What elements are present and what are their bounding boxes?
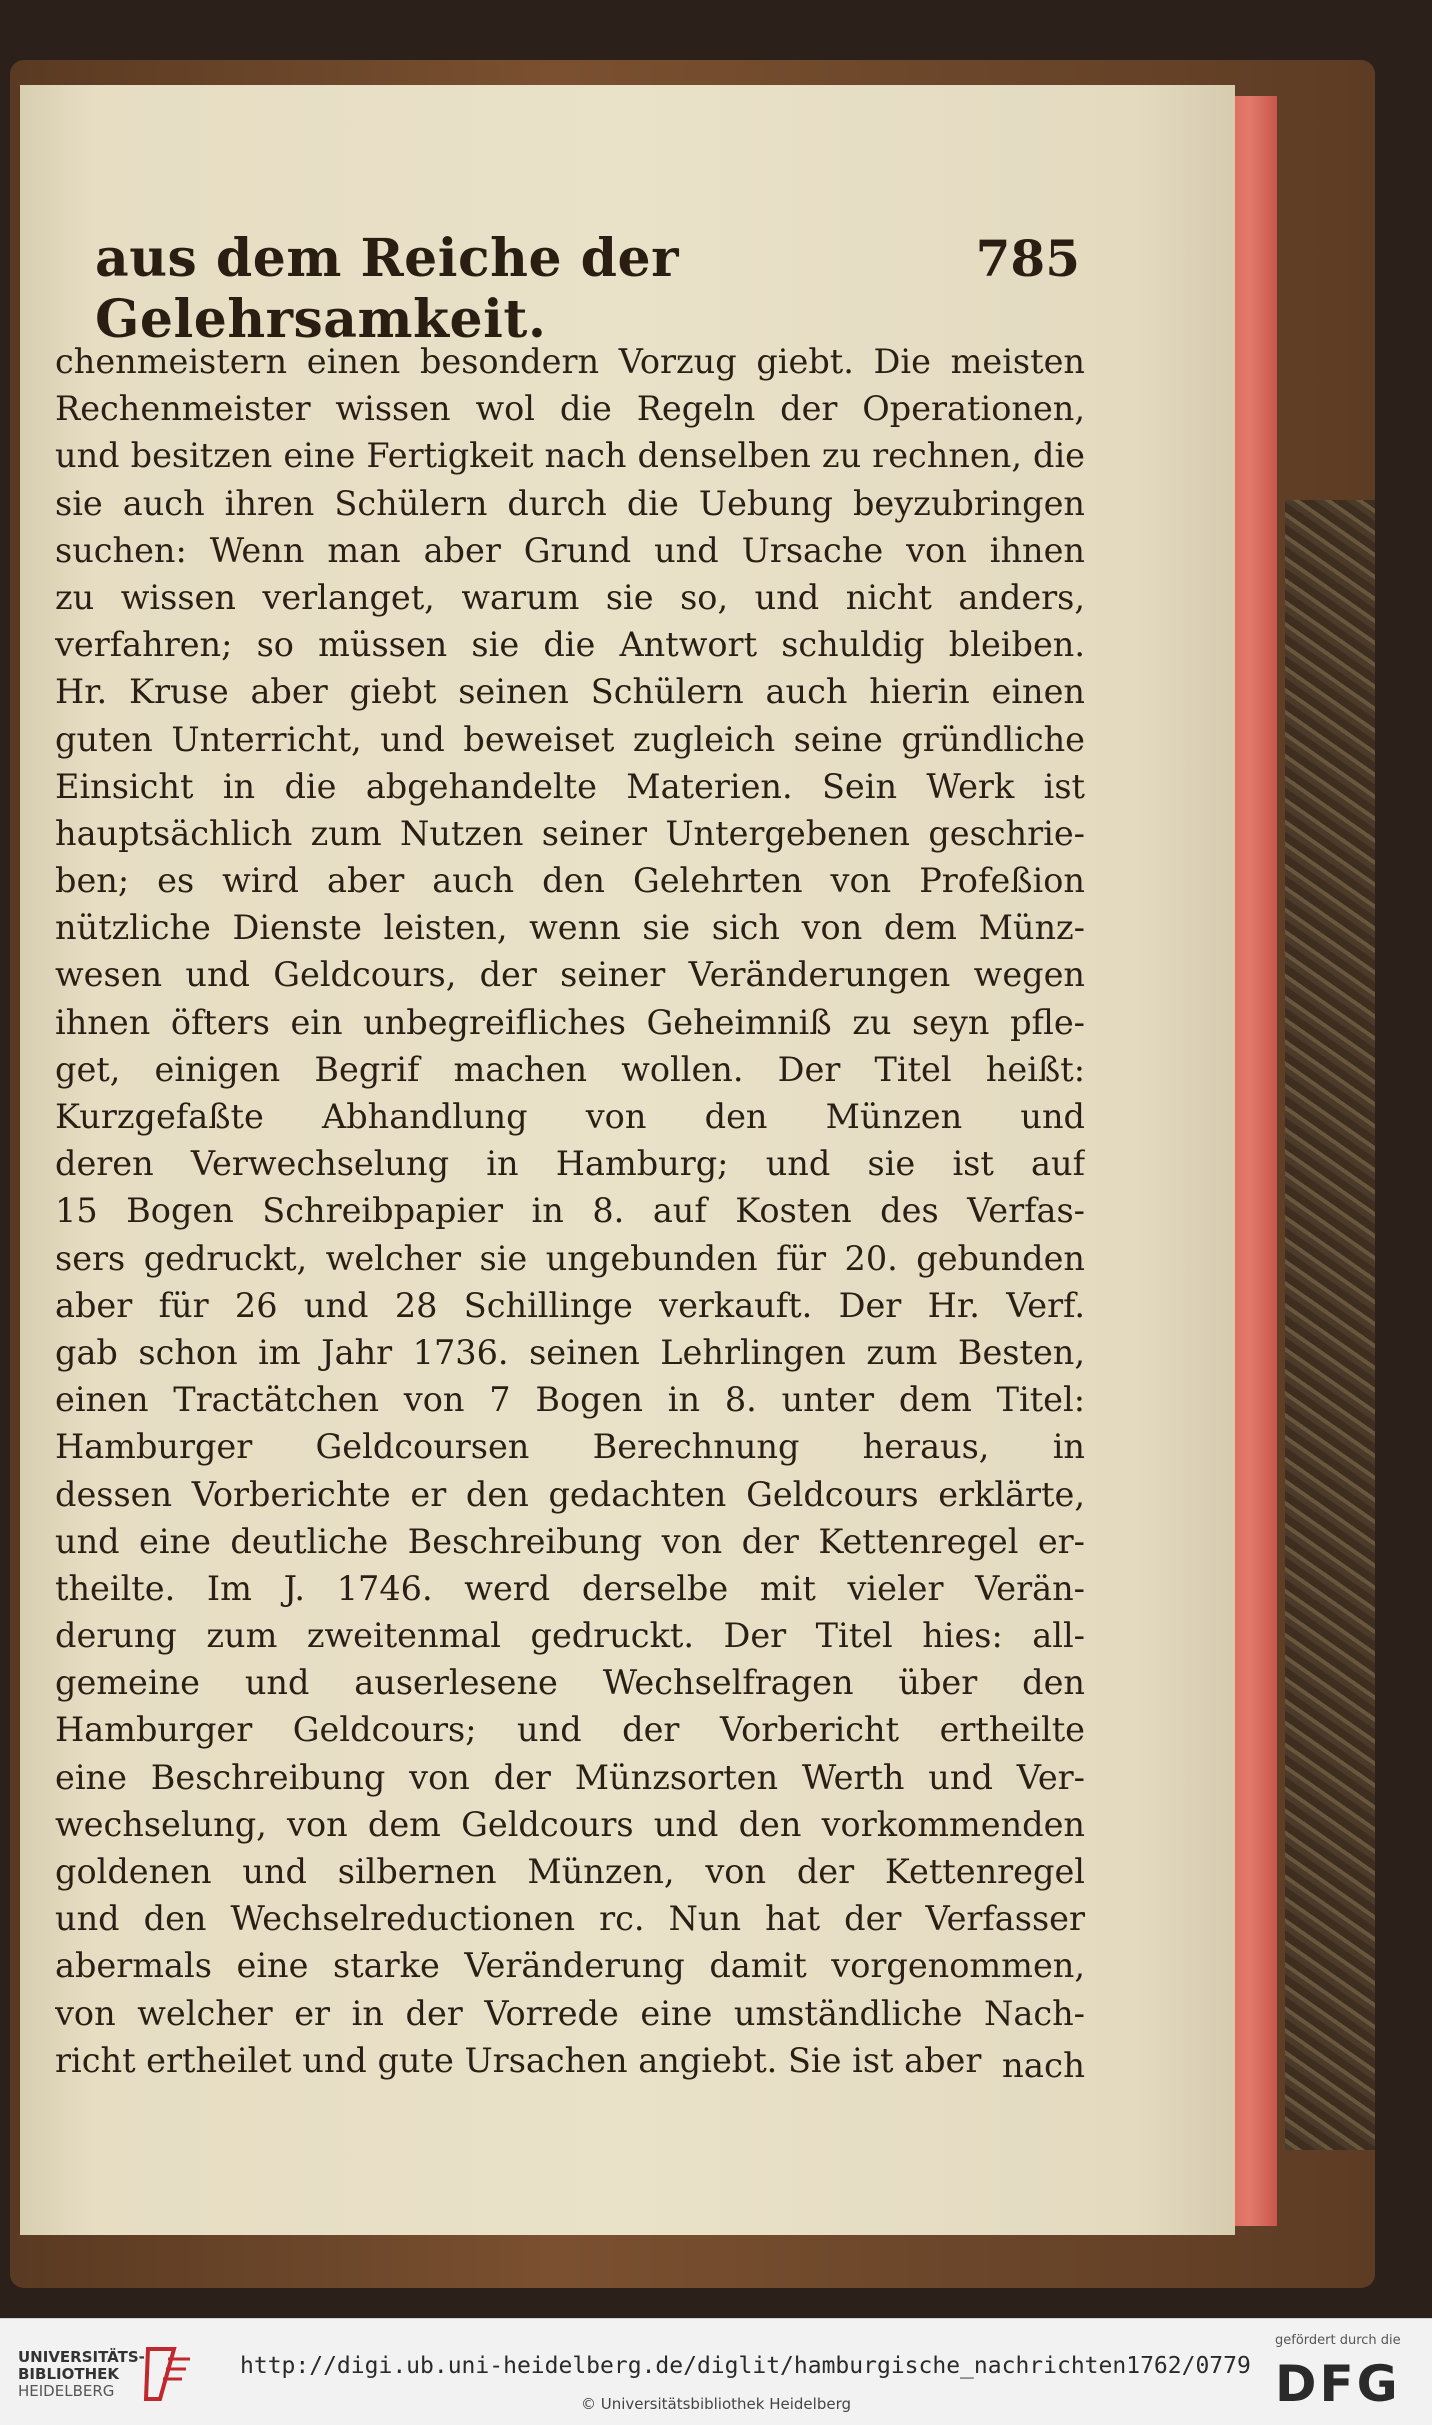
library-name-line3: HEIDELBERG bbox=[18, 2382, 115, 2400]
text-line: sers gedruckt, welcher sie ungebunden für 20. gebunden bbox=[55, 1238, 1085, 1278]
cover-marbled-edge bbox=[1285, 500, 1375, 2150]
text-line: Hr. Kruse aber giebt seinen Schülern auch hierin einen bbox=[55, 672, 1085, 712]
text-line: zu wissen verlanget, warum sie so, und nicht anders, bbox=[55, 577, 1085, 617]
text-line: Rechenmeister wissen wol die Regeln der Operationen, bbox=[55, 389, 1085, 429]
text-line: theilte. Im J. 1746. werd derselbe mit vieler Verän- bbox=[55, 1568, 1085, 1608]
text-line: suchen: Wenn man aber Grund und Ursache von ihnen bbox=[55, 530, 1085, 570]
body-text bbox=[55, 338, 1085, 2084]
library-name-line2: BIBLIOTHEK bbox=[18, 2365, 119, 2383]
text-line: verfahren; so müssen sie die Antwort schuldig bleiben. bbox=[55, 625, 1085, 665]
text-line: gemeine und auserlesene Wechselfragen über den bbox=[55, 1663, 1085, 1703]
text-line: hauptsächlich zum Nutzen seiner Untergebenen geschrie- bbox=[55, 813, 1085, 853]
text-line: eine Beschreibung von der Münzsorten Werth und Ver- bbox=[55, 1757, 1085, 1797]
text-line: chenmeistern einen besondern Vorzug giebt. Die meisten bbox=[55, 342, 1085, 381]
text-line: Einsicht in die abgehandelte Materien. Sein Werk ist bbox=[55, 766, 1085, 806]
text-line: und besitzen eine Fertigkeit nach denselben zu rechnen, die bbox=[55, 436, 1085, 476]
text-line: wesen und Geldcours, der seiner Veränderungen wegen bbox=[55, 955, 1085, 995]
catchword: nach bbox=[1001, 2046, 1085, 2086]
text-line: guten Unterricht, und beweiset zugleich seine gründliche bbox=[55, 719, 1085, 759]
running-title: aus dem Reiche der Gelehrsamkeit. bbox=[95, 228, 679, 350]
text-line: gab schon im Jahr 1736. seinen Lehrlingen zum Besten, bbox=[55, 1332, 1085, 1372]
text-line: goldenen und silbernen Münzen, von der Kettenregel bbox=[55, 1852, 1085, 1891]
text-line: einen Tractätchen von 7 Bogen in 8. unter dem Titel: bbox=[55, 1380, 1085, 1420]
text-line: Hamburger Geldcours; und der Vorbericht ertheilte bbox=[55, 1710, 1085, 1750]
text-line: ben; es wird aber auch den Gelehrten von Profeßion bbox=[55, 861, 1085, 901]
sponsor-caption: gefördert durch die bbox=[1275, 2333, 1401, 2348]
page-header bbox=[95, 228, 1080, 350]
library-name-line1: UNIVERSITÄTS- bbox=[18, 2348, 145, 2366]
page-number: 785 bbox=[975, 229, 1080, 288]
text-line: derung zum zweitenmal gedruckt. Der Titel hies: all- bbox=[55, 1616, 1085, 1656]
text-line: 15 Bogen Schreibpapier in 8. auf Kosten des Verfas- bbox=[55, 1191, 1085, 1231]
permalink-url[interactable]: http://digi.ub.uni-heidelberg.de/diglit/hamburgische_nachrichten1762/0779 bbox=[240, 2353, 1251, 2379]
text-line: nützliche Dienste leisten, wenn sie sich von dem Münz- bbox=[55, 908, 1085, 948]
text-line: von welcher er in der Vorrede eine umständliche Nach- bbox=[55, 1993, 1085, 2033]
text-line: abermals eine starke Veränderung damit vorgenommen, bbox=[55, 1946, 1085, 1986]
text-line: sie auch ihren Schülern durch die Uebung beyzubringen bbox=[55, 483, 1085, 523]
copyright-notice: © Universitätsbibliothek Heidelberg bbox=[580, 2395, 851, 2413]
text-line: dessen Vorberichte er den gedachten Geldcours erklärte, bbox=[55, 1474, 1085, 1514]
text-line: richt ertheilet und gute Ursachen angiebt. Sie ist aber bbox=[55, 2040, 982, 2080]
dfg-logo[interactable]: DFG bbox=[1275, 2355, 1401, 2413]
library-logo[interactable] bbox=[18, 2349, 145, 2400]
text-line: und eine deutliche Beschreibung von der Kettenregel er- bbox=[55, 1521, 1085, 1561]
text-line: Kurzgefaßte Abhandlung von den Münzen und bbox=[55, 1097, 1085, 1136]
text-line: get, einigen Begrif machen wollen. Der Titel heißt: bbox=[55, 1049, 1085, 1089]
text-line: und den Wechselreductionen rc. Nun hat der Verfasser bbox=[55, 1899, 1085, 1939]
viewer-footer bbox=[0, 2318, 1432, 2425]
text-line: wechselung, von dem Geldcours und den vorkommenden bbox=[55, 1804, 1085, 1844]
text-line: Hamburger Geldcoursen Berechnung heraus, in bbox=[55, 1427, 1085, 1467]
text-line: aber für 26 und 28 Schillinge verkauft. Der Hr. Verf. bbox=[55, 1285, 1085, 1325]
text-line: deren Verwechselung in Hamburg; und sie ist auf bbox=[55, 1144, 1085, 1184]
text-line: ihnen öfters ein unbegreifliches Geheimniß zu seyn pfle- bbox=[55, 1002, 1085, 1042]
